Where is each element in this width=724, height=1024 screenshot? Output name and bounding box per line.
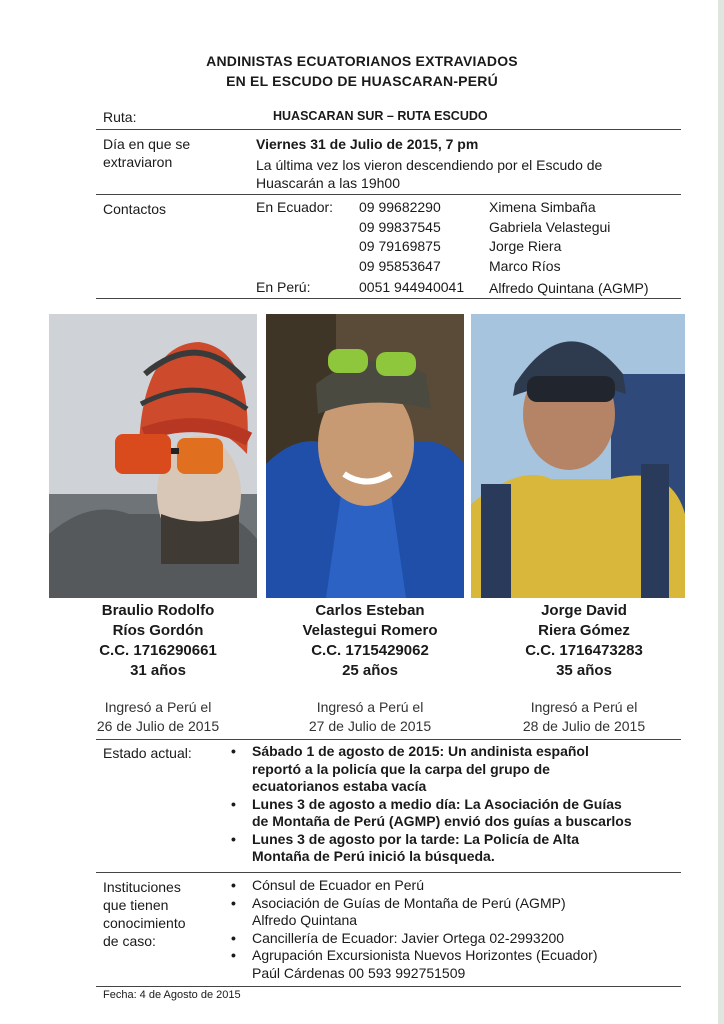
status-item: • Lunes 3 de agosto por la tarde: La Policía de Alta Montaña de Perú inició la búsqueda. <box>229 831 679 866</box>
person-age: 25 años <box>342 662 398 679</box>
institutions-label-2: que tienen <box>103 897 169 913</box>
divider <box>96 194 681 195</box>
status-label: Estado actual: <box>103 745 192 761</box>
ruta-label: Ruta: <box>103 109 137 125</box>
divider <box>96 129 681 130</box>
institution-item-continuation: Alfredo Quintana <box>252 912 358 928</box>
institutions-label-3: conocimiento <box>103 915 186 931</box>
person-age: 35 años <box>556 662 612 679</box>
institution-item: • Asociación de Guías de Montaña de Perú (AGMP) <box>229 895 679 913</box>
person-entry-1: Ingresó a Perú el <box>316 699 424 715</box>
institution-item: • Agrupación Excursionista Nuevos Horizontes (Ecuador) Paúl Cárdenas 00 593 992751509 <box>229 947 679 982</box>
person-surname: Velastegui Romero <box>302 622 438 639</box>
contact-name: Marco Ríos <box>489 258 561 274</box>
person-surname: Ríos Gordón <box>112 622 204 639</box>
dia-value: Viernes 31 de Julio de 2015, 7 pm <box>256 136 479 152</box>
title-line-2: EN EL ESCUDO DE HUASCARAN-PERÚ <box>226 73 498 89</box>
contact-phone: 09 99837545 <box>359 219 441 235</box>
contact-phone: 09 95853647 <box>359 258 441 274</box>
person-entry-2: 28 de Julio de 2015 <box>522 718 646 734</box>
person-card-jorge <box>479 601 689 736</box>
person-card-carlos <box>265 601 475 736</box>
person-id: C.C. 1715429062 <box>311 642 429 659</box>
status-list <box>229 743 679 866</box>
person-id: C.C. 1716473283 <box>525 642 643 659</box>
contactos-label: Contactos <box>103 201 167 217</box>
ruta-value: HUASCARAN SUR – RUTA ESCUDO <box>273 109 488 123</box>
person-entry-2: 26 de Julio de 2015 <box>96 718 220 734</box>
person-name: Carlos Esteban <box>315 602 425 619</box>
photo-carlos <box>266 314 464 598</box>
status-item: • Sábado 1 de agosto de 2015: Un andinista español reportó a la policía que la carpa del grupo de ecuatorianos estaba vacía <box>229 743 679 796</box>
person-id: C.C. 1716290661 <box>99 642 217 659</box>
divider <box>96 986 681 987</box>
institutions-label-4: de caso: <box>103 933 156 949</box>
contact-name: Alfredo Quintana (AGMP) <box>489 280 649 296</box>
person-entry-2: 27 de Julio de 2015 <box>308 718 432 734</box>
footer-date: Fecha: 4 de Agosto de 2015 <box>103 989 241 1001</box>
person-surname: Riera Gómez <box>538 622 630 639</box>
contact-phone: 09 99682290 <box>359 199 441 215</box>
title-line-1: ANDINISTAS ECUATORIANOS EXTRAVIADOS <box>206 53 518 69</box>
person-card-braulio <box>53 601 263 736</box>
contacts-peru-label: En Perú: <box>256 279 311 295</box>
person-name: Braulio Rodolfo <box>101 602 215 619</box>
person-name: Jorge David <box>541 602 627 619</box>
photo-jorge <box>471 314 685 598</box>
page-edge <box>718 0 724 1024</box>
photo-braulio <box>49 314 257 598</box>
dia-note-1: La última vez los vieron descendiendo por el Escudo de <box>256 157 603 173</box>
contact-name: Jorge Riera <box>489 238 562 254</box>
person-age: 31 años <box>130 662 186 679</box>
dia-label-2: extraviaron <box>103 154 173 170</box>
dia-note-2: Huascarán a las 19h00 <box>256 175 400 191</box>
institutions-list <box>229 877 679 982</box>
institution-item: • Cancillería de Ecuador: Javier Ortega 02-2993200 <box>229 930 679 948</box>
contact-name: Ximena Simbaña <box>489 199 596 215</box>
contact-phone: 0051 944940041 <box>359 279 465 295</box>
status-item: • Lunes 3 de agosto a medio día: La Asociación de Guías de Montaña de Perú (AGMP) envió dos guías a buscarlos <box>229 796 679 831</box>
divider <box>96 739 681 740</box>
person-entry-1: Ingresó a Perú el <box>530 699 638 715</box>
person-entry-1: Ingresó a Perú el <box>104 699 212 715</box>
divider <box>96 872 681 873</box>
contact-phone: 09 79169875 <box>359 238 441 254</box>
institutions-label-1: Instituciones <box>103 879 181 895</box>
institution-item: • Cónsul de Ecuador en Perú <box>229 877 679 895</box>
divider <box>96 298 681 299</box>
dia-label-1: Día en que se <box>103 136 191 152</box>
contact-name: Gabriela Velastegui <box>489 219 611 235</box>
contacts-ecuador-label: En Ecuador: <box>256 199 334 215</box>
